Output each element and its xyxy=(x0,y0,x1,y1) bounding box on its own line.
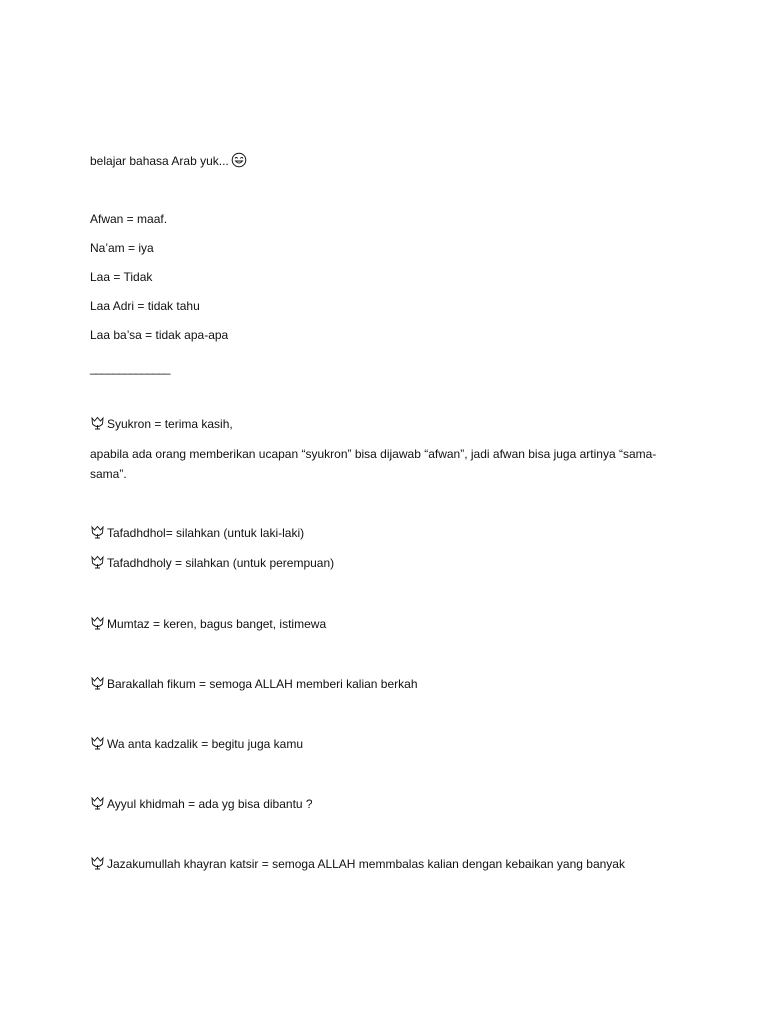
tulip-icon xyxy=(90,736,105,750)
tulip-icon xyxy=(90,525,105,539)
vocab-item xyxy=(90,555,334,571)
vocab-item: Laa ba’sa = tidak apa-apa xyxy=(90,328,229,342)
smiling-face-with-heart-eyes-icon xyxy=(231,152,247,168)
separator-line: ______________ xyxy=(90,361,170,375)
vocab-item: Laa Adri = tidak tahu xyxy=(90,299,200,313)
tulip-icon xyxy=(90,555,105,569)
tulip-icon xyxy=(90,616,105,630)
title-line xyxy=(90,152,247,169)
vocab-item: Na’am = iya xyxy=(90,241,154,255)
vocab-text: Wa anta kadzalik = begitu juga kamu xyxy=(107,737,304,751)
document-title: belajar bahasa Arab yuk... xyxy=(90,154,229,168)
vocab-item xyxy=(90,525,304,541)
vocab-text: Ayyul khidmah = ada yg bisa dibantu ? xyxy=(107,797,313,811)
vocab-item xyxy=(90,796,313,812)
vocab-item xyxy=(90,416,233,432)
vocab-text: Jazakumullah khayran katsir = semoga ALLAH memmbalas kalian dengan kebaikan yang banyak xyxy=(107,857,625,871)
vocab-text: Tafadhdhol= silahkan (untuk laki-laki) xyxy=(107,526,305,540)
vocab-text: Barakallah fikum = semoga ALLAH memberi kalian berkah xyxy=(107,677,418,691)
syukron-note: apabila ada orang memberikan ucapan “syukron” bisa dijawab “afwan”, jadi afwan bisa juga artinya “sama-sama”. xyxy=(90,447,657,481)
vocab-item xyxy=(90,736,303,752)
vocab-item: Afwan = maaf. xyxy=(90,212,168,226)
document-page xyxy=(90,0,690,1024)
vocab-item xyxy=(90,856,625,872)
tulip-icon xyxy=(90,676,105,690)
tulip-icon xyxy=(90,796,105,810)
vocab-item xyxy=(90,676,418,692)
vocab-item xyxy=(90,616,326,632)
tulip-icon xyxy=(90,416,105,430)
tulip-icon xyxy=(90,856,105,870)
vocab-text: Mumtaz = keren, bagus banget, istimewa xyxy=(107,617,327,631)
vocab-text: Syukron = terima kasih, xyxy=(107,417,233,431)
vocab-item: Laa = Tidak xyxy=(90,270,153,284)
vocab-text: Tafadhdholy = silahkan (untuk perempuan) xyxy=(107,556,335,570)
